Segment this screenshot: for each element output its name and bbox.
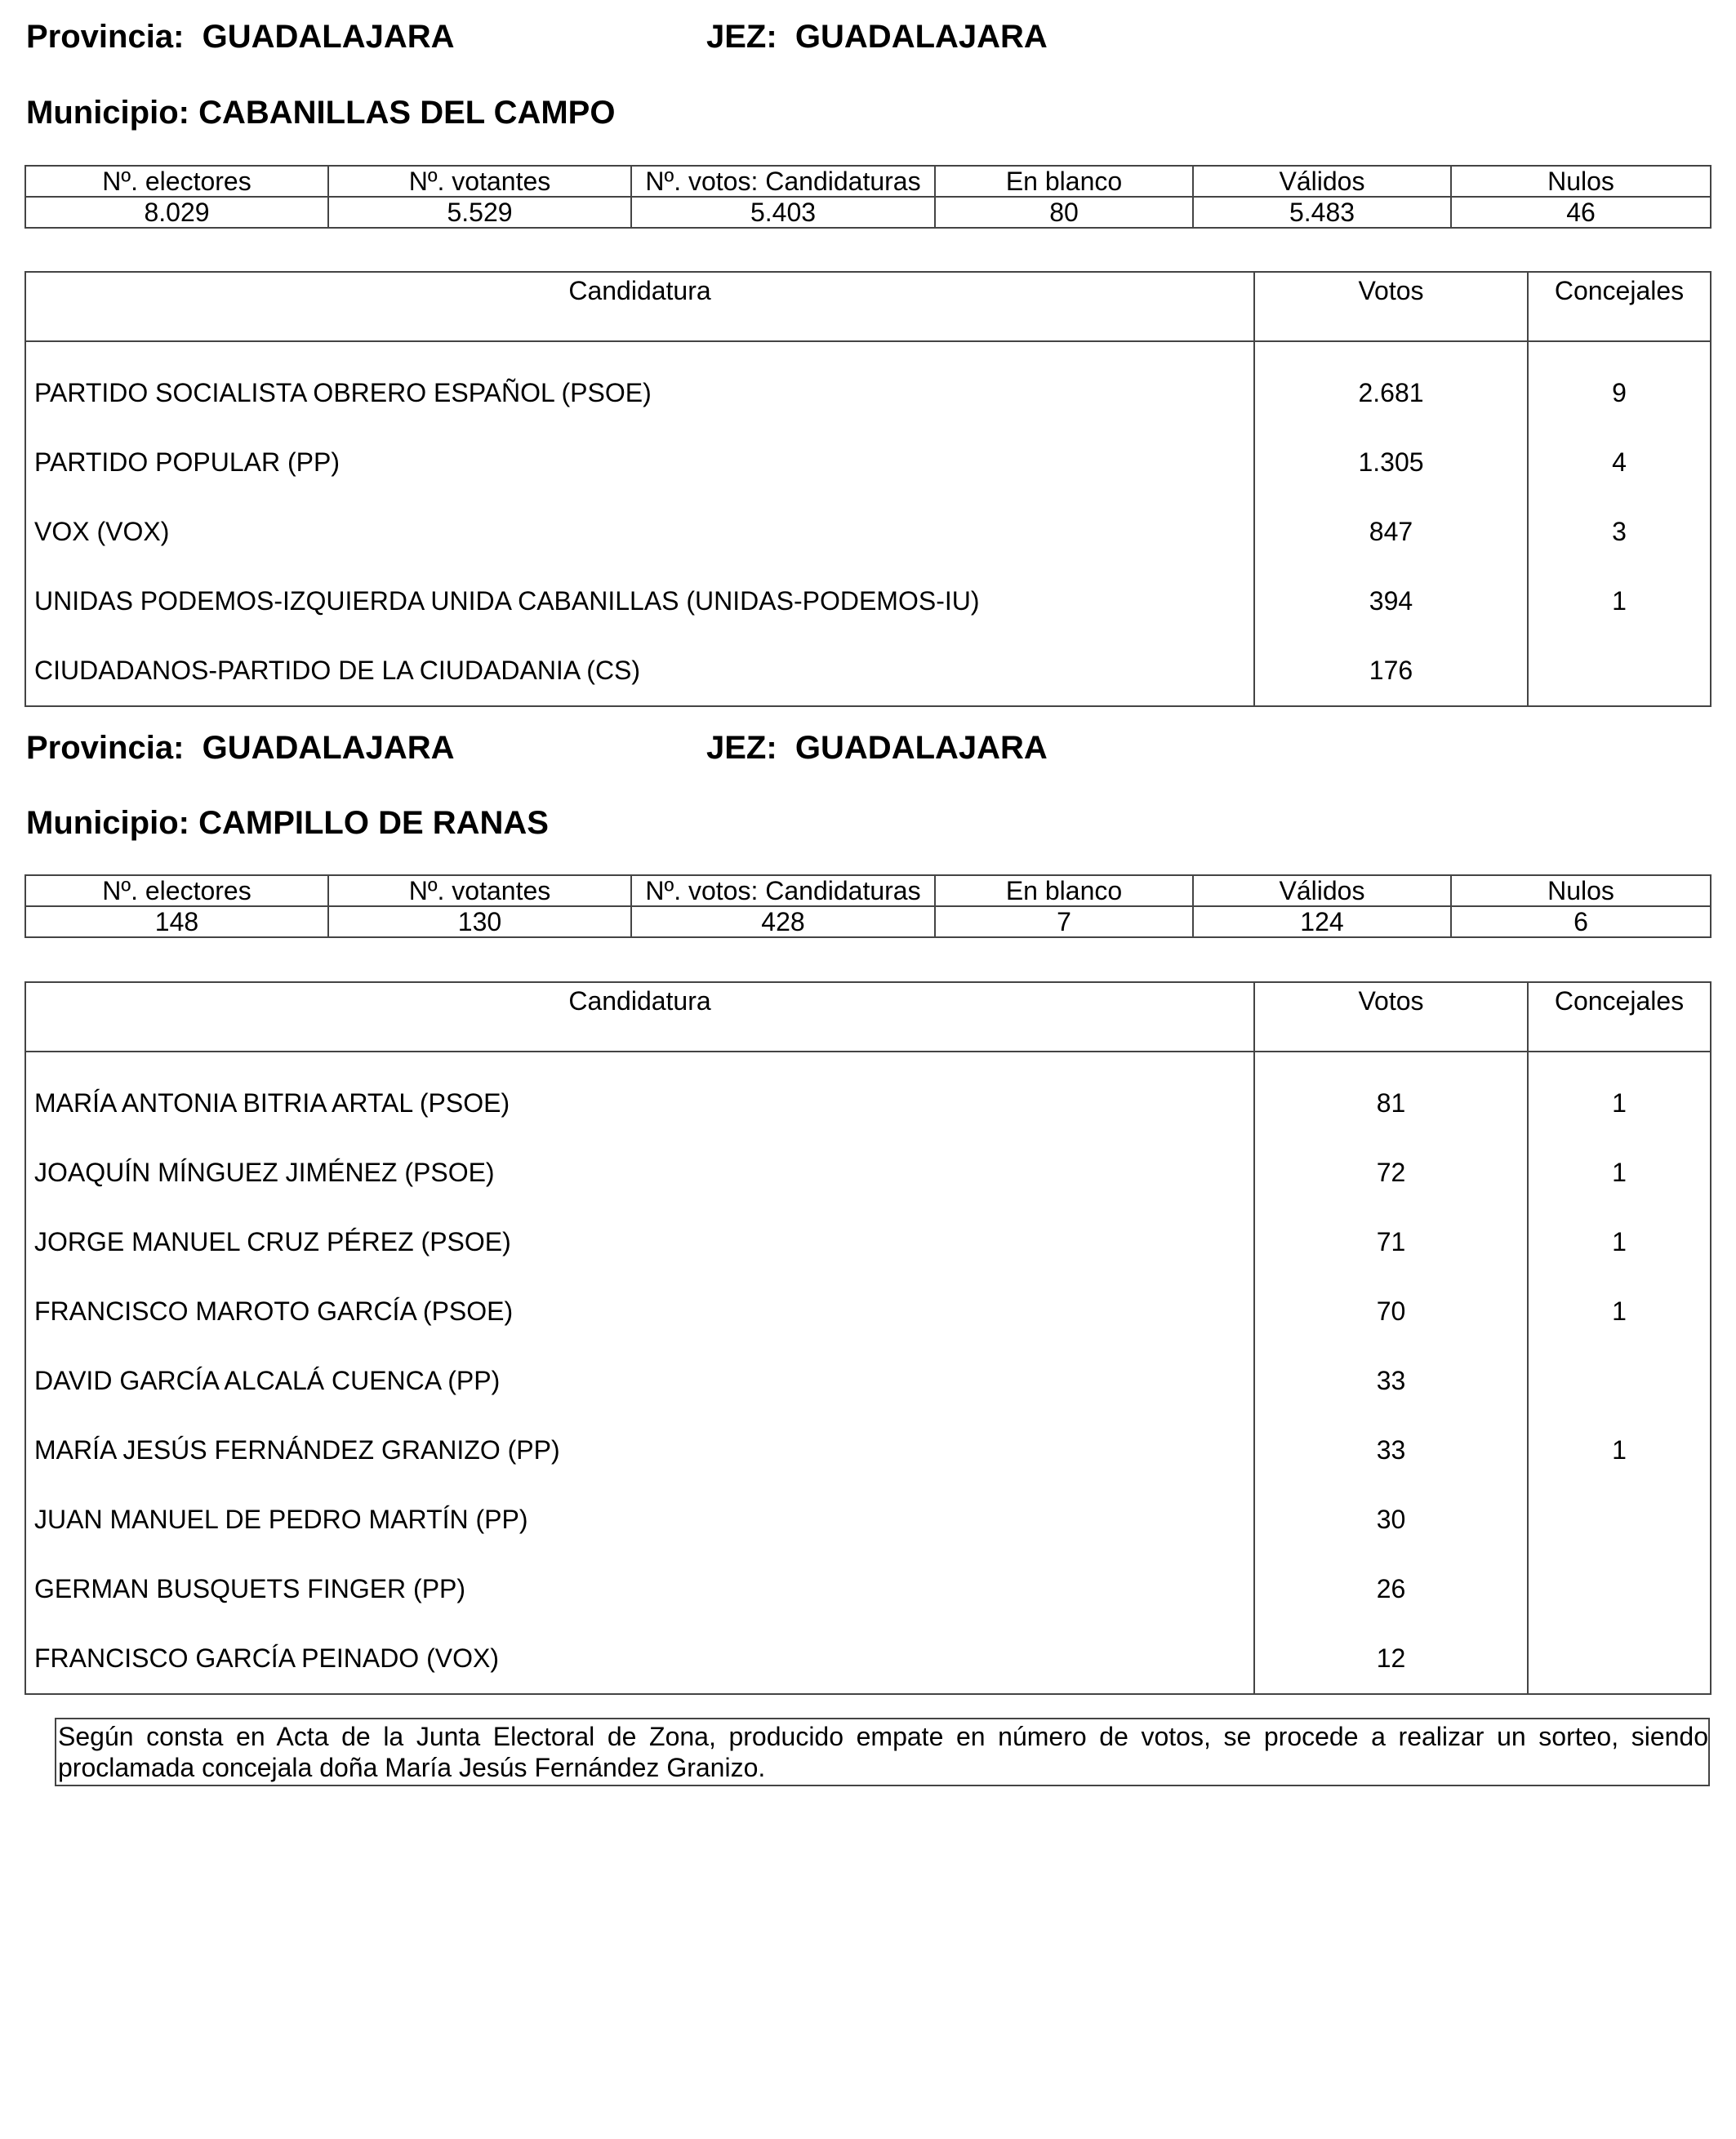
results-header-votos: Votos bbox=[1254, 982, 1528, 1052]
jez-label: JEZ: bbox=[706, 730, 777, 766]
jez-header bbox=[706, 18, 1048, 56]
concejales-cell: 1 bbox=[1528, 1207, 1711, 1277]
votos-cell: 12 bbox=[1254, 1624, 1528, 1694]
votos-cell: 847 bbox=[1254, 497, 1528, 567]
votos-cell: 33 bbox=[1254, 1416, 1528, 1485]
provincia-header bbox=[26, 729, 455, 767]
results-header-concejales: Concejales bbox=[1528, 982, 1711, 1052]
candidatura-cell: MARÍA ANTONIA BITRIA ARTAL (PSOE) bbox=[34, 1088, 510, 1118]
votos-cell: 72 bbox=[1254, 1138, 1528, 1207]
candidatura-cell: JUAN MANUEL DE PEDRO MARTÍN (PP) bbox=[34, 1505, 528, 1534]
concejales-cell: 4 bbox=[1528, 428, 1711, 497]
votos-cell: 26 bbox=[1254, 1554, 1528, 1624]
summary-value-row bbox=[25, 906, 1711, 937]
table-row bbox=[25, 1069, 1711, 1138]
results-header-candidatura: Candidatura bbox=[25, 272, 1254, 341]
candidatura-cell: MARÍA JESÚS FERNÁNDEZ GRANIZO (PP) bbox=[34, 1435, 560, 1465]
table-row bbox=[25, 1277, 1711, 1346]
results-table bbox=[24, 271, 1712, 707]
table-row bbox=[25, 428, 1711, 497]
summary-header: Nº. votantes bbox=[328, 875, 631, 906]
results-spacer bbox=[25, 1052, 1711, 1069]
jez-value: GUADALAJARA bbox=[795, 730, 1048, 766]
candidatura-cell: FRANCISCO GARCÍA PEINADO (VOX) bbox=[34, 1643, 499, 1673]
table-row bbox=[25, 1207, 1711, 1277]
summary-value: 6 bbox=[1451, 906, 1711, 937]
concejales-cell: 1 bbox=[1528, 567, 1711, 636]
results-header-row bbox=[25, 982, 1711, 1052]
provincia-label: Provincia: bbox=[26, 19, 185, 55]
table-row bbox=[25, 636, 1711, 706]
municipio-header bbox=[26, 94, 615, 131]
summary-header: Nulos bbox=[1451, 875, 1711, 906]
table-row bbox=[25, 1624, 1711, 1694]
concejales-cell: 3 bbox=[1528, 497, 1711, 567]
results-header-votos: Votos bbox=[1254, 272, 1528, 341]
votos-cell: 1.305 bbox=[1254, 428, 1528, 497]
summary-header: Válidos bbox=[1193, 166, 1451, 197]
summary-value: 5.403 bbox=[631, 197, 935, 228]
concejales-cell: 1 bbox=[1528, 1416, 1711, 1485]
summary-value: 8.029 bbox=[25, 197, 328, 228]
candidatura-cell: PARTIDO SOCIALISTA OBRERO ESPAÑOL (PSOE) bbox=[34, 378, 652, 407]
provincia-value: GUADALAJARA bbox=[202, 19, 455, 55]
concejales-cell bbox=[1528, 1624, 1711, 1694]
jez-header bbox=[706, 729, 1048, 767]
summary-header: Nº. electores bbox=[25, 166, 328, 197]
concejales-cell: 1 bbox=[1528, 1277, 1711, 1346]
votos-cell: 30 bbox=[1254, 1485, 1528, 1554]
summary-value: 46 bbox=[1451, 197, 1711, 228]
summary-header: Nº. votos: Candidaturas bbox=[631, 875, 935, 906]
table-row bbox=[25, 567, 1711, 636]
municipio-label: Municipio: bbox=[26, 95, 189, 131]
concejales-cell bbox=[1528, 1346, 1711, 1416]
votos-cell: 176 bbox=[1254, 636, 1528, 706]
summary-header-row bbox=[25, 875, 1711, 906]
municipio-value: CABANILLAS DEL CAMPO bbox=[198, 95, 616, 131]
tie-break-note: Según consta en Acta de la Junta Electoral de Zona, producido empate en número de votos, se procede a realizar un sorteo, siendo proclamada concejala doña María Jesús Fernández Granizo. bbox=[55, 1718, 1710, 1786]
summary-value: 124 bbox=[1193, 906, 1451, 937]
table-row bbox=[25, 1138, 1711, 1207]
provincia-header bbox=[26, 18, 455, 56]
jez-value: GUADALAJARA bbox=[795, 19, 1048, 55]
results-spacer bbox=[25, 341, 1711, 358]
candidatura-cell: GERMAN BUSQUETS FINGER (PP) bbox=[34, 1574, 466, 1603]
results-header-concejales: Concejales bbox=[1528, 272, 1711, 341]
concejales-cell bbox=[1528, 636, 1711, 706]
votos-cell: 81 bbox=[1254, 1069, 1528, 1138]
results-header-candidatura: Candidatura bbox=[25, 982, 1254, 1052]
table-row bbox=[25, 1485, 1711, 1554]
results-header-row bbox=[25, 272, 1711, 341]
summary-value-row bbox=[25, 197, 1711, 228]
candidatura-cell: CIUDADANOS-PARTIDO DE LA CIUDADANIA (CS) bbox=[34, 656, 641, 685]
candidatura-cell: UNIDAS PODEMOS-IZQUIERDA UNIDA CABANILLAS (UNIDAS-PODEMOS-IU) bbox=[34, 586, 980, 616]
provincia-label: Provincia: bbox=[26, 730, 185, 766]
municipio-value: CAMPILLO DE RANAS bbox=[198, 805, 549, 841]
votos-cell: 33 bbox=[1254, 1346, 1528, 1416]
results-table bbox=[24, 981, 1712, 1695]
summary-table bbox=[24, 874, 1712, 938]
summary-value: 148 bbox=[25, 906, 328, 937]
summary-header: Válidos bbox=[1193, 875, 1451, 906]
concejales-cell bbox=[1528, 1554, 1711, 1624]
table-row bbox=[25, 1416, 1711, 1485]
summary-value: 130 bbox=[328, 906, 631, 937]
provincia-value: GUADALAJARA bbox=[202, 730, 455, 766]
candidatura-cell: FRANCISCO MAROTO GARCÍA (PSOE) bbox=[34, 1296, 514, 1326]
summary-header: Nulos bbox=[1451, 166, 1711, 197]
table-row bbox=[25, 1346, 1711, 1416]
concejales-cell: 9 bbox=[1528, 358, 1711, 428]
concejales-cell: 1 bbox=[1528, 1069, 1711, 1138]
summary-value: 428 bbox=[631, 906, 935, 937]
summary-value: 5.529 bbox=[328, 197, 631, 228]
summary-value: 7 bbox=[935, 906, 1193, 937]
concejales-cell bbox=[1528, 1485, 1711, 1554]
summary-header: Nº. votos: Candidaturas bbox=[631, 166, 935, 197]
summary-value: 80 bbox=[935, 197, 1193, 228]
summary-header-row bbox=[25, 166, 1711, 197]
votos-cell: 70 bbox=[1254, 1277, 1528, 1346]
summary-header: En blanco bbox=[935, 166, 1193, 197]
table-row bbox=[25, 1554, 1711, 1624]
summary-header: En blanco bbox=[935, 875, 1193, 906]
concejales-cell: 1 bbox=[1528, 1138, 1711, 1207]
candidatura-cell: DAVID GARCÍA ALCALÁ CUENCA (PP) bbox=[34, 1366, 501, 1395]
summary-table bbox=[24, 165, 1712, 229]
jez-label: JEZ: bbox=[706, 19, 777, 55]
candidatura-cell: PARTIDO POPULAR (PP) bbox=[34, 447, 340, 477]
summary-value: 5.483 bbox=[1193, 197, 1451, 228]
candidatura-cell: JORGE MANUEL CRUZ PÉREZ (PSOE) bbox=[34, 1227, 511, 1256]
table-row bbox=[25, 358, 1711, 428]
table-row bbox=[25, 497, 1711, 567]
municipio-header bbox=[26, 804, 549, 842]
candidatura-cell: JOAQUÍN MÍNGUEZ JIMÉNEZ (PSOE) bbox=[34, 1158, 495, 1187]
municipio-label: Municipio: bbox=[26, 805, 189, 841]
votos-cell: 2.681 bbox=[1254, 358, 1528, 428]
votos-cell: 394 bbox=[1254, 567, 1528, 636]
summary-header: Nº. electores bbox=[25, 875, 328, 906]
votos-cell: 71 bbox=[1254, 1207, 1528, 1277]
candidatura-cell: VOX (VOX) bbox=[34, 517, 170, 546]
summary-header: Nº. votantes bbox=[328, 166, 631, 197]
